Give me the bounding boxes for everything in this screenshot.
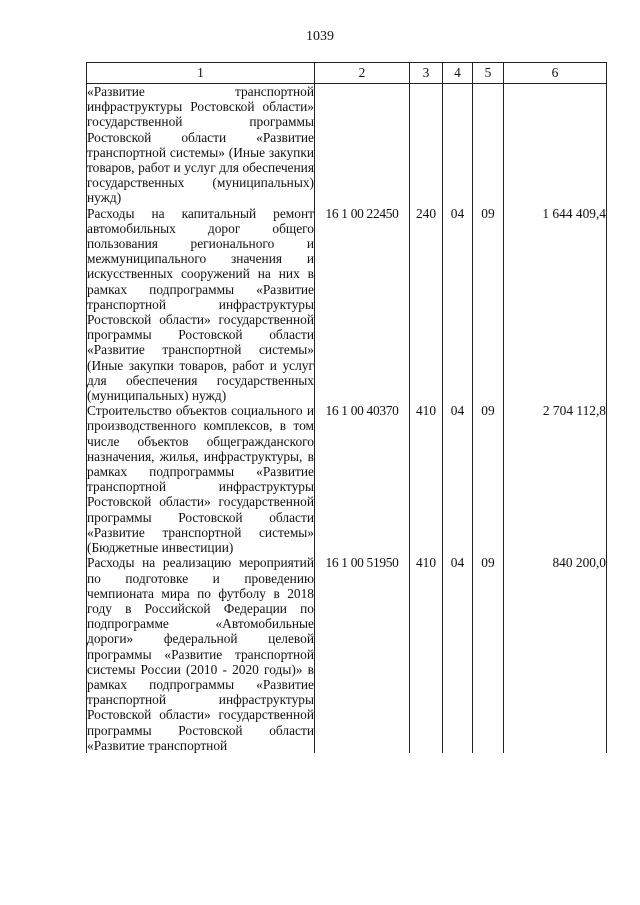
budget-table bbox=[86, 62, 607, 753]
expense-description: «Развитие транспортной инфраструктуры Ростовской области» государственной программы Ростовской области «Развитие транспортной системы» (Иные закупки товаров, работ и услуг для обеспечения государственных (муниципальных) нужд) bbox=[87, 84, 314, 206]
expense-type-code: 410 bbox=[410, 403, 443, 555]
column-header: 4 bbox=[443, 63, 473, 84]
amount bbox=[504, 84, 607, 206]
amount: 840 200,0 bbox=[504, 555, 607, 753]
column-header: 5 bbox=[473, 63, 504, 84]
column-header: 3 bbox=[410, 63, 443, 84]
subsection-code: 09 bbox=[473, 403, 504, 555]
table-row bbox=[87, 84, 607, 206]
expense-type-code: 410 bbox=[410, 555, 443, 753]
page-number: 1039 bbox=[306, 29, 334, 44]
amount: 1 644 409,4 bbox=[504, 206, 607, 404]
expense-type-code: 240 bbox=[410, 206, 443, 404]
table-row bbox=[87, 403, 607, 555]
expense-description: Расходы на капитальный ремонт автомобильных дорог общего пользования регионального и межмуниципального значения и искусственных сооружений на них в рамках подпрограммы «Развитие транспортной инфраструктуры Ростовской области» государственной программы Ростовской области «Развитие транспортной системы» (Иные закупки товаров, работ и услуг для обеспечения государственных (муниципальных) нужд) bbox=[87, 205, 314, 404]
table-row bbox=[87, 555, 607, 753]
amount: 2 704 112,8 bbox=[504, 403, 607, 555]
section-code: 04 bbox=[443, 206, 473, 404]
budget-code: 16 1 00 40370 bbox=[315, 403, 410, 555]
budget-code: 16 1 00 51950 bbox=[315, 555, 410, 753]
column-header: 1 bbox=[87, 63, 315, 84]
column-header: 2 bbox=[315, 63, 410, 84]
section-code: 04 bbox=[443, 403, 473, 555]
subsection-code: 09 bbox=[473, 555, 504, 753]
column-header: 6 bbox=[504, 63, 607, 84]
expense-description: Расходы на реализацию мероприятий по подготовке и проведению чемпионата мира по футболу в 2018 году в Российской Федерации по подпрограмме «Автомобильные дороги» федеральной целевой программы «Развитие транспортной системы России (2010 - 2020 годы)» в рамках подпрограммы «Развитие транспортной инфраструктуры Ростовской области» государственной программы Ростовской области «Развитие транспортной bbox=[87, 555, 314, 753]
table-row bbox=[87, 206, 607, 404]
budget-code bbox=[315, 84, 410, 206]
expense-type-code bbox=[410, 84, 443, 206]
expense-description: Строительство объектов социального и производственного комплексов, в том числе объектов общегражданского назначения, жилья, инфраструктуры, в рамках подпрограммы «Развитие транспортной инфраструктуры Ростовской области» государственной программы Ростовской области «Развитие транспортной системы» (Бюджетные инвестиции) bbox=[87, 403, 314, 556]
subsection-code bbox=[473, 84, 504, 206]
subsection-code: 09 bbox=[473, 206, 504, 404]
section-code: 04 bbox=[443, 555, 473, 753]
table-header-row bbox=[87, 63, 607, 84]
section-code bbox=[443, 84, 473, 206]
budget-code: 16 1 00 22450 bbox=[315, 206, 410, 404]
